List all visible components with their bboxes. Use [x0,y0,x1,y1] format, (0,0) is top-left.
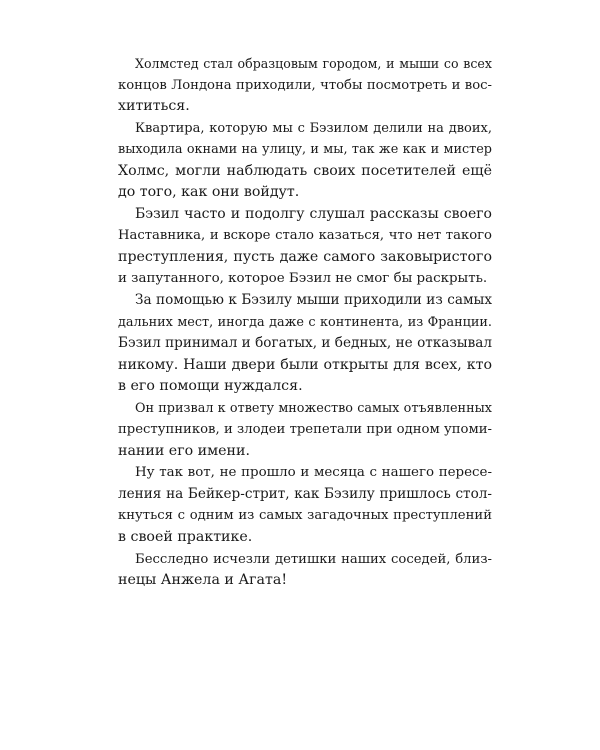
text-line: Он призвал к ответу множество самых отъявленных [135,400,492,416]
text-line: нецы Анжела и Агата! [118,572,288,589]
text-line: дальних мест, иногда даже с континента, из Франции. [118,314,492,330]
text-line: За помощью к Бэзилу мыши приходили из самых [135,292,492,309]
text-line: в своей практике. [118,529,253,546]
text-line: в его помощи нуждался. [118,378,303,395]
text-line: Наставника, и вскоре стало казаться, что нет такого [118,228,492,244]
text-line: преступников, и злодеи трепетали при одном упоми- [118,422,492,438]
text-line: кнуться с одним из самых загадочных преступлений [118,508,492,524]
text-line: Холмс, могли наблюдать своих посетителей ещё [118,162,492,179]
text-line: нании его имени. [118,442,250,459]
text-line: Ну так вот, не прошло и месяца с нашего пересе- [135,465,492,481]
paragraph-1 [118,53,492,118]
text-line: Бэзил принимал и богатых, и бедных, не отказывал [118,335,492,352]
body-text [118,53,492,592]
text-line: выходила окнами на улицу, и мы, так же как и мистер [118,142,492,158]
text-line: и запутанного, которое Бэзил не смог бы раскрыть. [118,271,488,287]
paragraph-2 [118,118,492,204]
text-line: преступления, пусть даже самого заковыристого [118,248,492,265]
paragraph-6 [118,462,492,548]
text-line: хититься. [118,98,190,115]
text-line: Бесследно исчезли детишки наших соседей, близ- [135,551,492,567]
text-line: концов Лондона приходили, чтобы посмотреть и вос- [118,77,492,93]
text-line: Холмстед стал образцовым городом, и мыши со всех [135,56,492,71]
text-line: Бэзил часто и подолгу слушал рассказы своего [135,205,492,222]
paragraph-4 [118,290,492,398]
paragraph-3 [118,204,492,290]
text-line: ления на Бейкер-стрит, как Бэзилу пришлось стол- [118,485,492,502]
paragraph-5 [118,398,492,463]
text-line: до того, как они войдут. [118,184,300,201]
paragraph-7 [118,549,492,592]
text-line: Квартира, которую мы с Бэзилом делили на двоих, [135,120,492,136]
text-line: никому. Наши двери были открыты для всех, кто [118,356,492,373]
